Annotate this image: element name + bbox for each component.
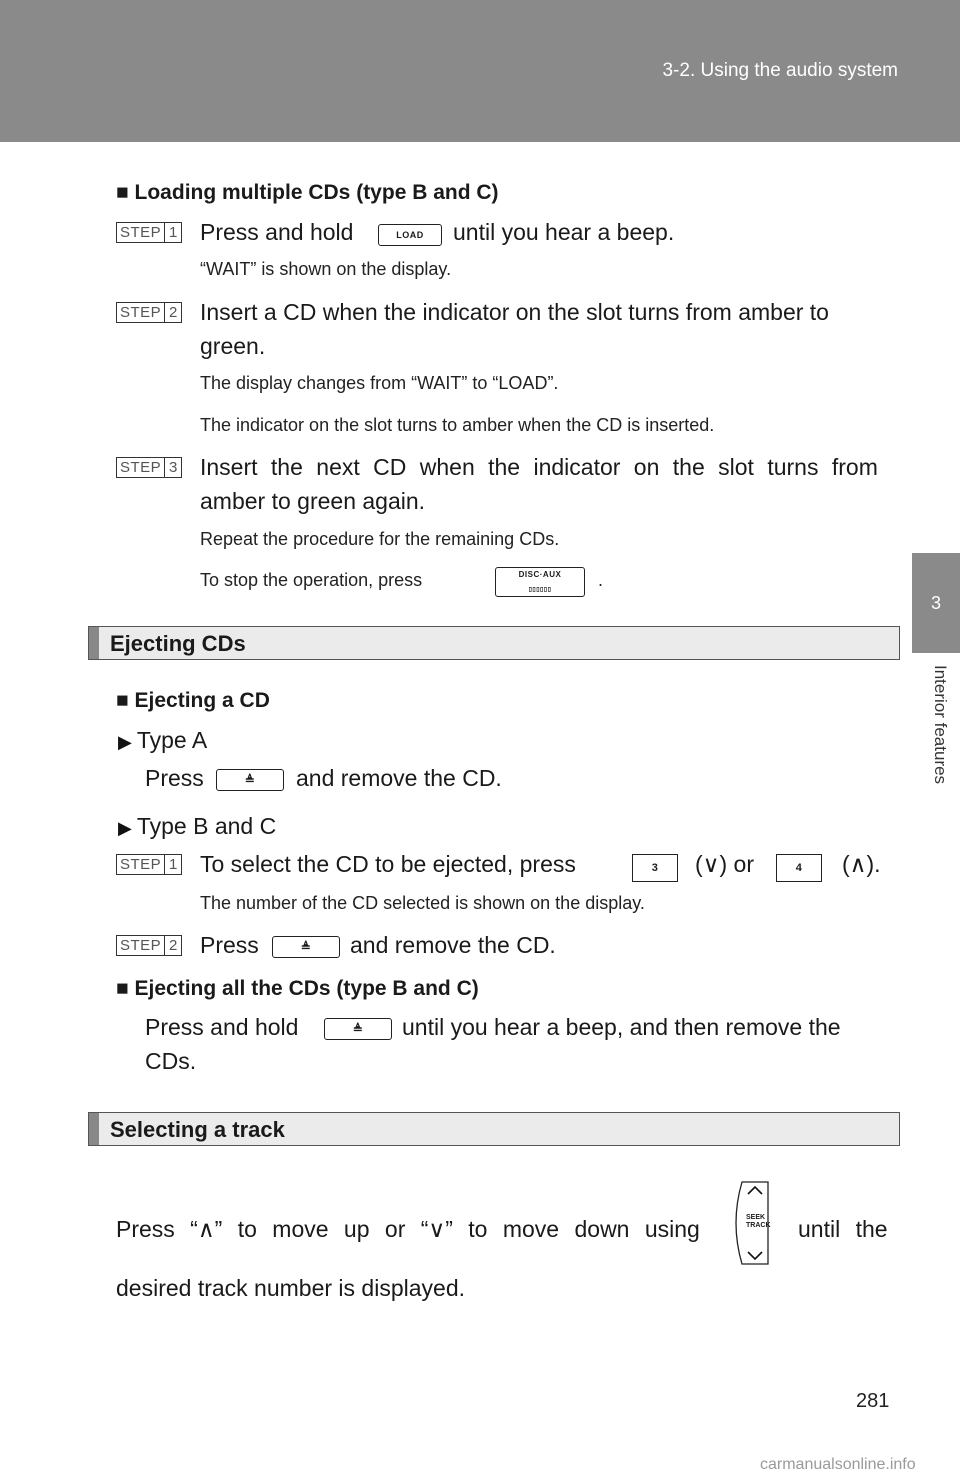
square-bullet-icon: ■ <box>116 977 135 1000</box>
breadcrumb: 3-2. Using the audio system <box>662 60 898 81</box>
step3-line2: amber to green again. <box>200 488 426 514</box>
step2-note1: The display changes from “WAIT” to “LOAD”. <box>200 373 559 393</box>
section-bar <box>89 627 99 659</box>
type-a-after: and remove the CD. <box>296 765 502 791</box>
preset-3-button[interactable]: 3 <box>632 854 678 882</box>
eject-icon: ≜ <box>352 1022 364 1036</box>
section-ejecting <box>88 626 900 660</box>
step-badge: STEP 2 <box>116 302 182 323</box>
step1-text-after: until you hear a beep. <box>453 219 675 245</box>
type-bc-label: ▶ Type B and C <box>118 813 277 839</box>
step-badge: STEP 2 <box>116 935 182 956</box>
section-track <box>88 1112 900 1146</box>
section-title: Selecting a track <box>110 1117 285 1142</box>
triangle-arrow-icon: ▶ <box>118 732 137 752</box>
bc-step2-after: and remove the CD. <box>350 932 556 958</box>
eject-all-line2: CDs. <box>145 1048 197 1074</box>
eject-icon: ≜ <box>300 940 312 954</box>
step1-note: “WAIT” is shown on the display. <box>200 259 452 279</box>
step-badge: STEP 1 <box>116 222 182 243</box>
section-bar <box>89 1113 99 1145</box>
ejecting-heading: ■ Ejecting a CD <box>116 689 270 712</box>
step-badge: STEP 1 <box>116 854 182 875</box>
step2-line1: Insert a CD when the indicator on the slot turns from amber to <box>200 299 829 325</box>
eject-all-after: until you hear a beep, and then remove the <box>402 1014 841 1040</box>
track-line1-end: until the <box>798 1216 888 1242</box>
bc-step1-text: To select the CD to be ejected, press <box>200 851 576 877</box>
bc-step1-end: (∧). <box>842 851 881 877</box>
disc-aux-button[interactable]: DISC·AUX ▯▯▯▯▯▯ <box>495 567 585 597</box>
eject-button[interactable] <box>272 936 340 958</box>
type-a-press: Press <box>145 765 204 791</box>
page-header <box>0 0 960 142</box>
triangle-arrow-icon: ▶ <box>118 818 137 838</box>
chapter-tab: 3 <box>912 553 960 653</box>
step3-line1: Insert the next CD when the indicator on the slot turns from <box>200 454 878 480</box>
eject-button[interactable] <box>216 769 284 791</box>
eject-all-text: Press and hold <box>145 1014 299 1040</box>
eject-icon: ≜ <box>244 773 256 787</box>
load-button[interactable]: LOAD <box>378 224 442 246</box>
watermark: carmanualsonline.info <box>760 1456 916 1473</box>
track-line1: Press “∧” to move up or “∨” to move down using <box>116 1216 700 1242</box>
step2-note2: The indicator on the slot turns to amber when the CD is inserted. <box>200 415 715 435</box>
loading-heading: ■ Loading multiple CDs (type B and C) <box>116 181 499 204</box>
step3-note1: Repeat the procedure for the remaining CDs. <box>200 529 560 549</box>
seek-track-label: SEEK TRACK <box>746 1214 771 1229</box>
square-bullet-icon: ■ <box>116 181 135 204</box>
preset-4-button[interactable]: 4 <box>776 854 822 882</box>
step2-line2: green. <box>200 333 266 359</box>
type-a-label: ▶ Type A <box>118 727 208 753</box>
eject-button[interactable] <box>324 1018 392 1040</box>
page-number: 281 <box>856 1390 890 1412</box>
bc-step1-note: The number of the CD selected is shown on the display. <box>200 893 645 913</box>
step-badge: STEP 3 <box>116 457 182 478</box>
track-line2: desired track number is displayed. <box>116 1275 465 1301</box>
step3-note2-end: . <box>598 570 604 590</box>
section-title: Ejecting CDs <box>110 631 246 656</box>
square-bullet-icon: ■ <box>116 689 135 712</box>
seek-track-switch[interactable] <box>728 1180 774 1266</box>
bc-step2-press: Press <box>200 932 259 958</box>
step3-note2: To stop the operation, press <box>200 570 423 590</box>
ejecting-all-heading: ■ Ejecting all the CDs (type B and C) <box>116 977 479 1000</box>
chapter-label: Interior features <box>931 665 950 785</box>
step1-text: Press and hold <box>200 219 354 245</box>
bc-step1-mid: (∨) or <box>695 851 754 877</box>
